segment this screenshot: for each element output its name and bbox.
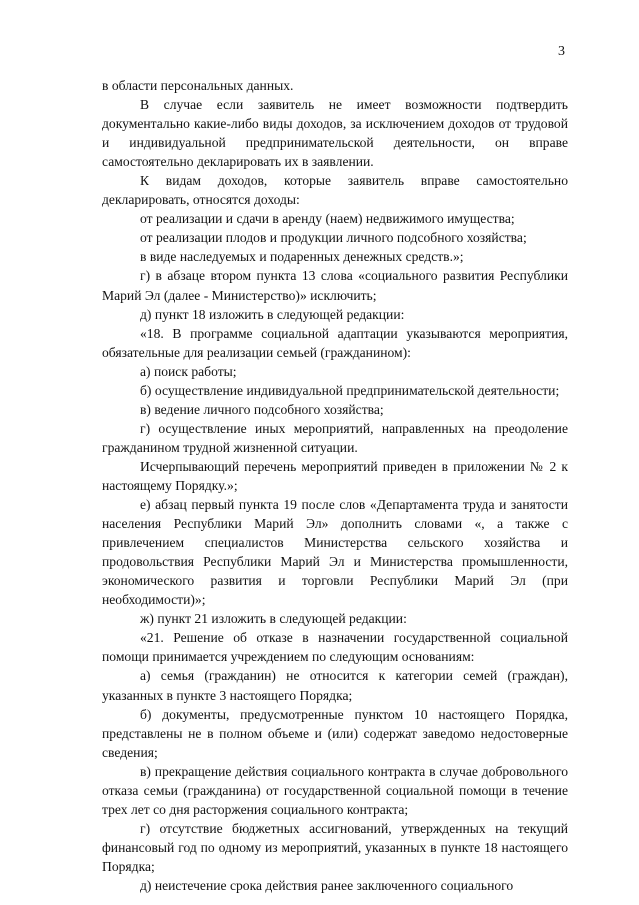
paragraph: «21. Решение об отказе в назначении государственной социальной помощи принимается учреждением по следующим основаниям: bbox=[102, 630, 568, 665]
paragraph: «18. В программе социальной адаптации указываются мероприятия, обязательные для реализации семьей (гражданином): bbox=[102, 325, 568, 360]
paragraph: д) пункт 18 изложить в следующей редакции: bbox=[140, 306, 405, 322]
paragraph: е) абзац первый пункта 19 после слов «Департамента труда и занятости населения Республики Марий Эл» дополнить словами «, а также с привлечением специалистов Министерства сельского хозяйства и продовольствия Республики Марий Эл и Министерства промышленности, экономического развития и торговли Республики Марий Эл (при необходимости)»; bbox=[102, 497, 568, 608]
paragraph: в) прекращение действия социального контракта в случае добровольного отказа семьи (гражданина) от государственной социальной помощи в течение трех лет со дня расторжения социального контракта; bbox=[102, 763, 568, 817]
paragraph: К видам доходов, которые заявитель вправе самостоятельно декларировать, относятся доходы: bbox=[102, 173, 568, 208]
paragraph: б) документы, предусмотренные пунктом 10 настоящего Порядка, представлены не в полном объеме и (или) содержат заведомо недостоверные сведения; bbox=[102, 706, 568, 760]
paragraph: а) семья (гражданин) не относится к категории семей (граждан), указанных в пункте 3 настоящего Порядка; bbox=[102, 668, 568, 703]
paragraph: д) неистечение срока действия ранее заключенного социального bbox=[140, 877, 514, 893]
paragraph: в) ведение личного подсобного хозяйства; bbox=[140, 401, 384, 417]
paragraph: от реализации плодов и продукции личного подсобного хозяйства; bbox=[140, 230, 527, 246]
paragraph: В случае если заявитель не имеет возможности подтвердить документально какие-либо виды доходов, за исключением доходов от трудовой и индивидуальной предпринимательской деятельности, он вправе самостоятельно декларировать их в заявлении. bbox=[102, 97, 568, 170]
paragraph: в области персональных данных. bbox=[102, 78, 294, 93]
page-number: 3 bbox=[558, 44, 565, 59]
paragraph: Исчерпывающий перечень мероприятий приведен в приложении № 2 к настоящему Порядку.»; bbox=[102, 458, 568, 493]
paragraph: а) поиск работы; bbox=[140, 363, 237, 379]
paragraph: ж) пункт 21 изложить в следующей редакции: bbox=[140, 611, 407, 627]
paragraph: от реализации и сдачи в аренду (наем) недвижимого имущества; bbox=[140, 211, 515, 227]
document-body bbox=[102, 76, 568, 895]
paragraph: г) отсутствие бюджетных ассигнований, утвержденных на текущий финансовый год по одному из мероприятий, указанных в пункте 18 настоящего Порядка; bbox=[102, 820, 568, 874]
paragraph: г) в абзаце втором пункта 13 слова «социального развития Республики Марий Эл (далее - Министерство)» исключить; bbox=[102, 268, 568, 303]
paragraph: б) осуществление индивидуальной предпринимательской деятельности; bbox=[140, 382, 560, 398]
paragraph: г) осуществление иных мероприятий, направленных на преодоление гражданином трудной жизненной ситуации. bbox=[102, 420, 568, 455]
paragraph: в виде наследуемых и подаренных денежных средств.»; bbox=[140, 249, 464, 265]
